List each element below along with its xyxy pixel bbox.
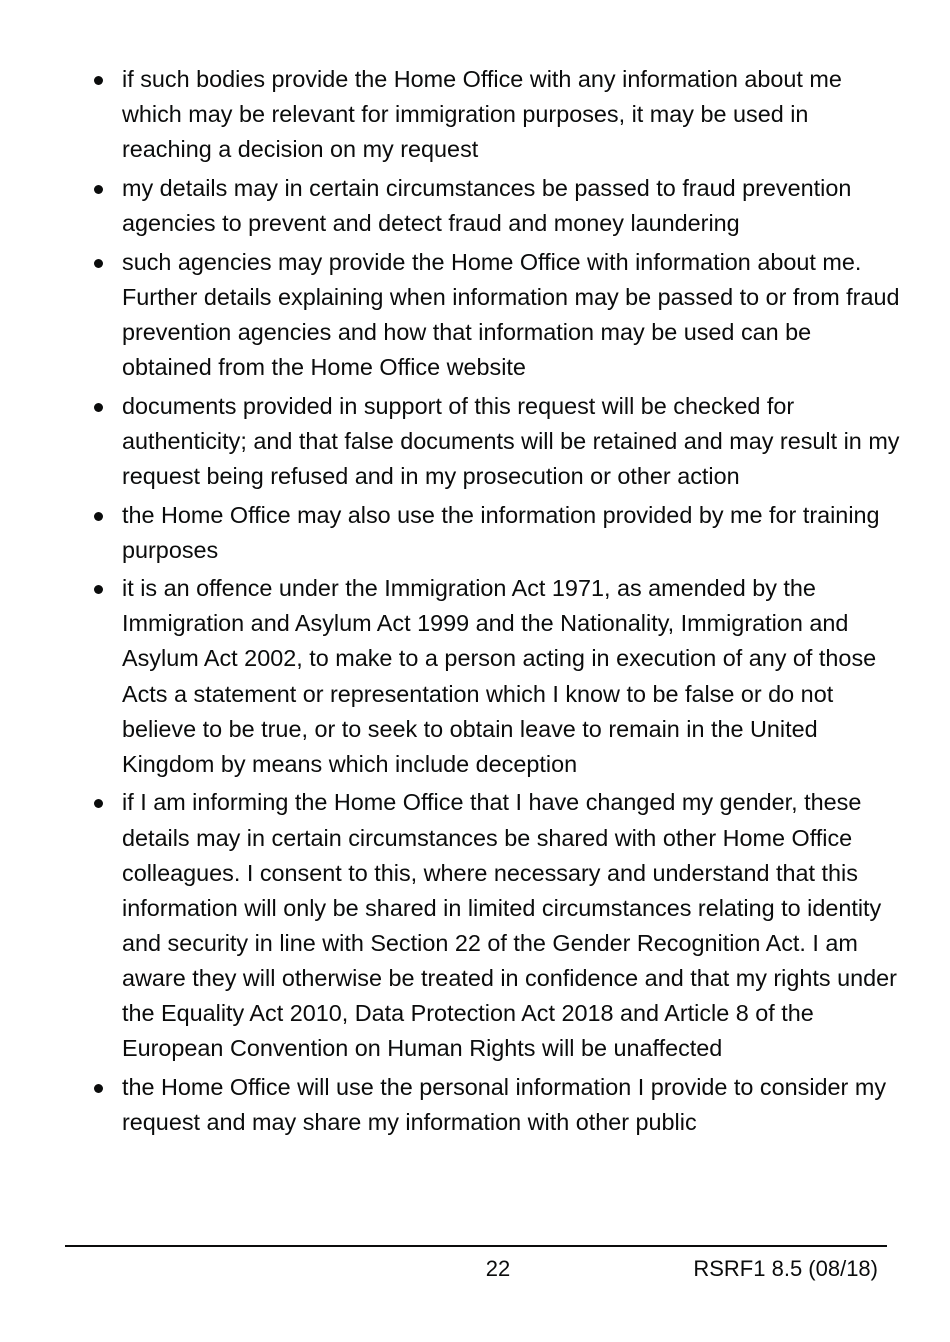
bullet-icon (94, 585, 103, 594)
list-item-text: if such bodies provide the Home Office with any information about me which may be relevant for immigration purposes, it may be used in reaching a decision on my request (122, 66, 842, 163)
list-item (91, 785, 901, 1066)
list-item (91, 171, 901, 241)
list-item (91, 62, 901, 167)
list-item-text: such agencies may provide the Home Office with information about me. Further details explaining when information may be passed to or from fraud prevention agencies and how that information may be used can be obtained from the Home Office website (122, 248, 900, 380)
list-item-text: the Home Office may also use the information provided by me for training purposes (122, 501, 880, 563)
form-reference: RSRF1 8.5 (08/18) (693, 1256, 878, 1281)
list-item (91, 1070, 901, 1140)
list-item (91, 245, 901, 385)
bullet-icon (94, 512, 103, 521)
list-item-text: documents provided in support of this request will be checked for authenticity; and that false documents will be retained and may result in my request being refused and in my prosecution or other action (122, 392, 900, 489)
bullet-icon (94, 403, 103, 412)
bullet-icon (94, 259, 103, 268)
page-number: 22 (485, 1256, 511, 1281)
bullet-icon (94, 1084, 103, 1093)
declaration-bullet-list (91, 62, 901, 1144)
list-item-text: it is an offence under the Immigration Act 1971, as amended by the Immigration and Asylum Act 1999 and the Nationality, Immigration and Asylum Act 2002, to make to a person acting in execution of any of those Acts a statement or representation which I know to be false or do not believe to be true, or to seek to obtain leave to remain in the United Kingdom by means which include deception (122, 575, 877, 777)
bullet-icon (94, 799, 103, 808)
list-item (91, 571, 901, 782)
bullet-icon (94, 185, 103, 194)
list-item (91, 498, 901, 568)
list-item-text: if I am informing the Home Office that I have changed my gender, these details may in certain circumstances be shared with other Home Office colleagues. I consent to this, where necessary and understand that this information will only be shared in limited circumstances relating to identity and security in line with Section 22 of the Gender Recognition Act. I am aware they will otherwise be treated in confidence and that my rights under the Equality Act 2010, Data Protection Act 2018 and Article 8 of the European Convention on Human Rights will be unaffected (122, 789, 897, 1062)
list-item (91, 389, 901, 494)
list-item-text: my details may in certain circumstances be passed to fraud prevention agencies to prevent and detect fraud and money laundering (122, 174, 852, 236)
list-item-text: the Home Office will use the personal information I provide to consider my request and may share my information with other public (122, 1073, 887, 1135)
footer-divider (65, 1245, 887, 1247)
bullet-icon (94, 76, 103, 85)
